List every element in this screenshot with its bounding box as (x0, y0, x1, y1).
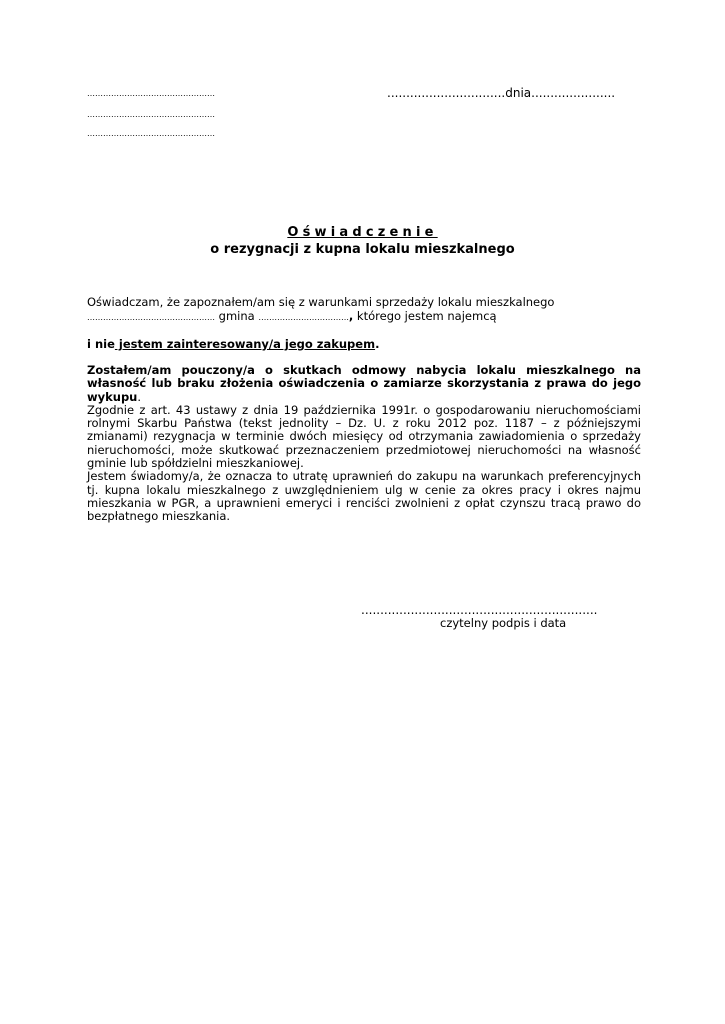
statement-line-2 (87, 310, 497, 325)
notice-bold-text: Zostałem/am pouczony/a o skutkach odmowy nabycia lokalu mieszkalnego na własność lub braku złożenia oświadczenia o zamiarze skorzystania z prawa do jego wykupu (87, 363, 641, 404)
header-date-line: ...............................dnia...................... (387, 86, 616, 100)
notice-block (87, 364, 641, 524)
header-left-line-2: ………………………………………… (87, 110, 215, 119)
signature-label: czytelny podpis i data (440, 616, 567, 630)
statement-gmina-label: gmina (215, 309, 259, 323)
interest-underlined: jestem zainteresowany/a jego zakupem (114, 337, 376, 351)
statement-line-1: Oświadczam, że zapoznałem/am się z warunkami sprzedaży lokalu mieszkalnego (87, 295, 555, 309)
statement-gmina-dots: ……………………………. (258, 313, 349, 322)
statement-address-dots: ………………………………………… (87, 313, 215, 322)
notice-bold-paragraph (87, 364, 641, 404)
interest-prefix: i nie (87, 337, 115, 351)
header-left-line-1: ………………………………………… (87, 89, 215, 98)
interest-line (87, 338, 379, 352)
notice-paragraph-2: Jestem świadomy/a, że oznacza to utratę uprawnień do zakupu na warunkach preferencyjnych tj. kupna lokalu mieszkalnego z uwzględnieniem ulg w cenie za okres pracy i okres najmu mieszkania w PGR, a uprawnieni emeryci i renciści zwolnieni z opłat czynszu tracą prawo do bezpłatnego mieszkania. (87, 469, 641, 524)
statement-comma: , (348, 309, 354, 323)
signature-dots: .............................................................. (361, 603, 598, 617)
statement-tenant-text: którego jestem najemcą (353, 309, 497, 323)
notice-bold-end: . (137, 389, 142, 404)
document-title: Oświadczenie (287, 225, 438, 240)
header-left-line-3: ………………………………………… (87, 129, 215, 138)
interest-suffix: . (375, 337, 380, 351)
notice-paragraph-1: Zgodnie z art. 43 ustawy z dnia 19 października 1991r. o gospodarowaniu nieruchomościami rolnymi Skarbu Państwa (tekst jednolity – Dz. U. z roku 2012 poz. 1187 – z późniejszymi zmianami) rezygnacja w terminie dwóch miesięcy od otrzymania zawiadomienia o sprzedaży nieruchomości, może skutkować przeznaczeniem przedmiotowej nieruchomości na własność gminie lub spółdzielni mieszkaniowej. (87, 402, 641, 471)
document-subtitle: o rezygnacji z kupna lokalu mieszkalnego (210, 242, 515, 257)
